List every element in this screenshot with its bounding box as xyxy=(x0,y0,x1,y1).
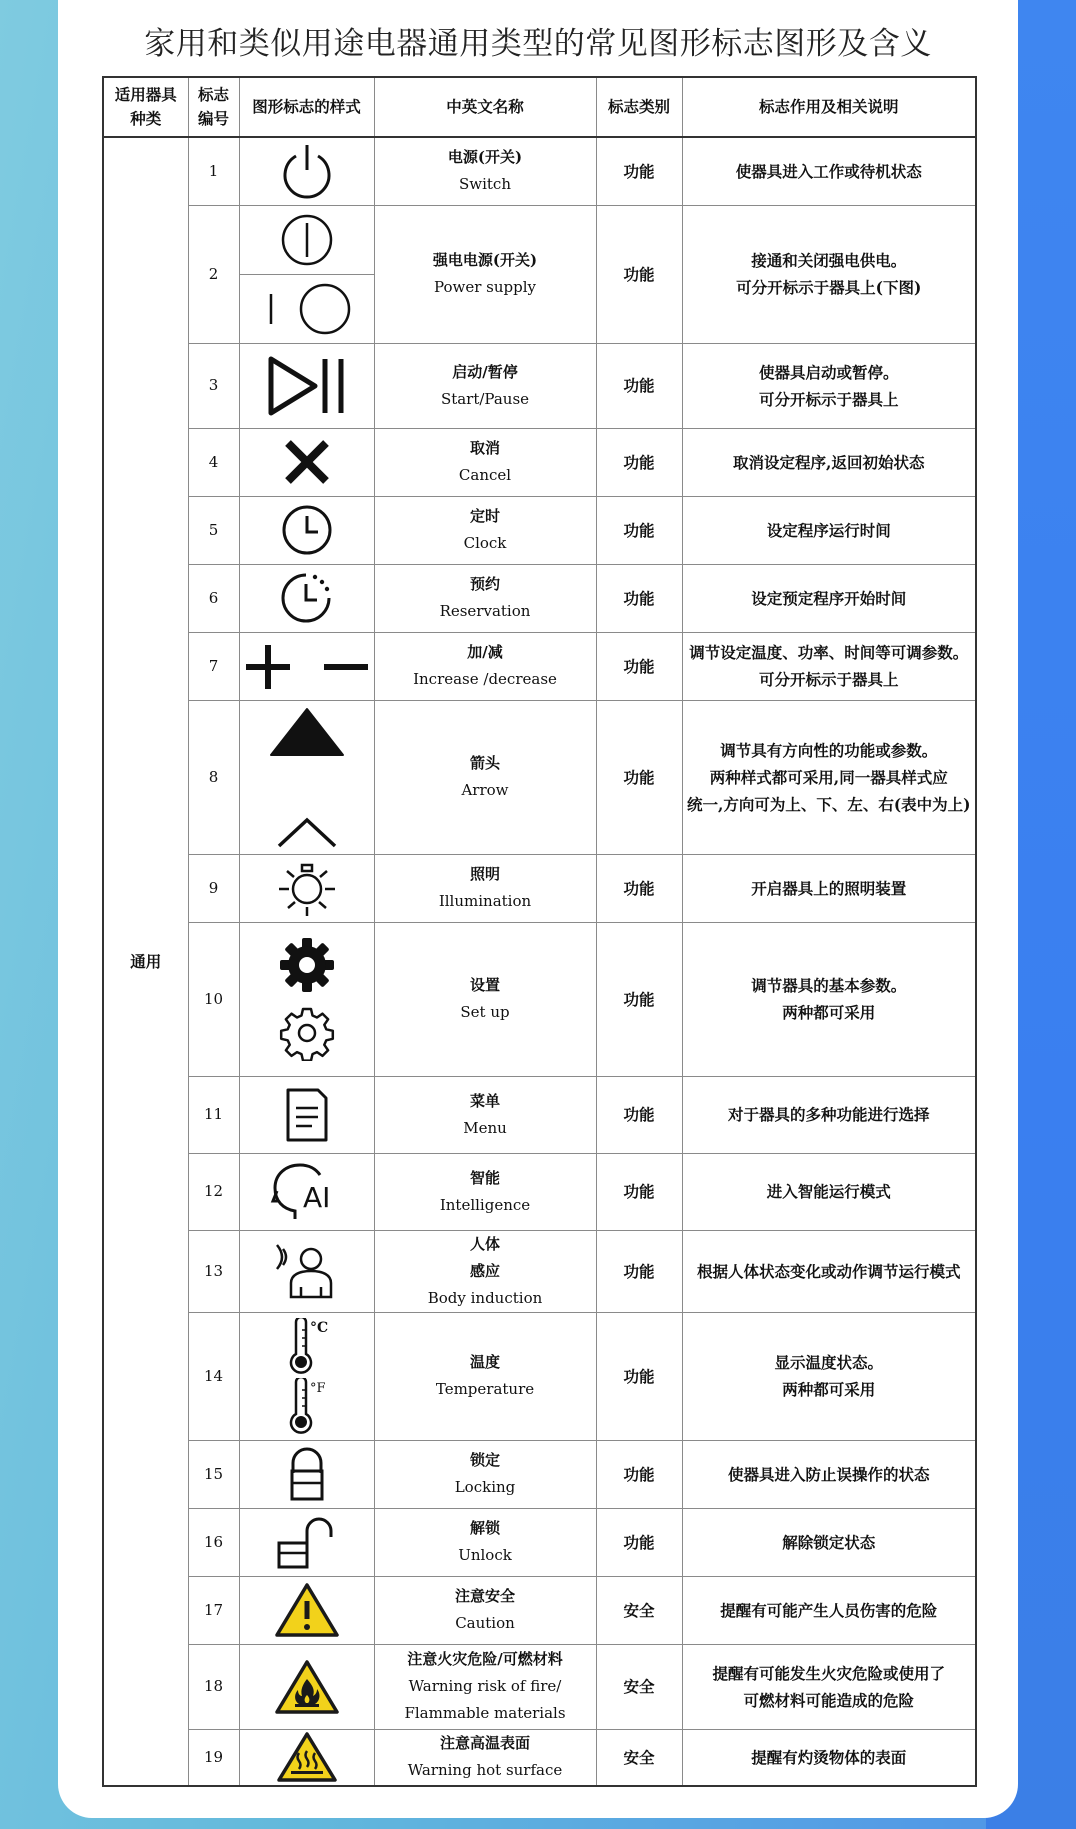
row-number: 6 xyxy=(188,564,239,632)
row-category: 功能 xyxy=(596,343,682,428)
row-number: 15 xyxy=(188,1440,239,1508)
fire-warning-icon xyxy=(239,1644,374,1729)
row-category: 功能 xyxy=(596,1153,682,1230)
row-number: 19 xyxy=(188,1729,239,1786)
row-description: 提醒有灼烫物体的表面 xyxy=(682,1729,976,1786)
row-number: 2 xyxy=(188,205,239,343)
row-description: 进入智能运行模式 xyxy=(682,1153,976,1230)
row-description: 使器具进入工作或待机状态 xyxy=(682,137,976,205)
table-row xyxy=(103,1644,976,1729)
group-label: 通用 xyxy=(103,137,188,1786)
row-number: 5 xyxy=(188,496,239,564)
row-description: 调节器具的基本参数。 两种都可采用 xyxy=(682,922,976,1076)
table-row xyxy=(103,632,976,700)
start-pause-icon xyxy=(239,343,374,428)
arrow-icon xyxy=(239,700,374,854)
header-appliance-type: 适用器具 种类 xyxy=(103,77,188,137)
row-description: 提醒有可能发生火灾危险或使用了 可燃材料可能造成的危险 xyxy=(682,1644,976,1729)
row-category: 功能 xyxy=(596,632,682,700)
illumination-icon xyxy=(239,854,374,922)
table-header-row xyxy=(103,77,976,137)
table-row xyxy=(103,700,976,854)
ai-icon xyxy=(239,1153,374,1230)
row-number: 3 xyxy=(188,343,239,428)
row-number: 8 xyxy=(188,700,239,854)
row-name: 启动/暂停 Start/Pause xyxy=(374,343,596,428)
row-category: 功能 xyxy=(596,496,682,564)
row-number: 1 xyxy=(188,137,239,205)
row-name: 设置 Set up xyxy=(374,922,596,1076)
row-description: 解除锁定状态 xyxy=(682,1508,976,1576)
table-row xyxy=(103,428,976,496)
header-name: 中英文名称 xyxy=(374,77,596,137)
row-number: 11 xyxy=(188,1076,239,1153)
content-card xyxy=(58,0,1018,1818)
header-category: 标志类别 xyxy=(596,77,682,137)
row-name: 照明 Illumination xyxy=(374,854,596,922)
row-category: 功能 xyxy=(596,1440,682,1508)
table-row xyxy=(103,1440,976,1508)
row-name: 菜单 Menu xyxy=(374,1076,596,1153)
row-description: 显示温度状态。 两种都可采用 xyxy=(682,1312,976,1440)
row-number: 16 xyxy=(188,1508,239,1576)
table-row xyxy=(103,564,976,632)
page-title: 家用和类似用途电器通用类型的常见图形标志图形及含义 xyxy=(144,26,932,62)
row-number: 12 xyxy=(188,1153,239,1230)
row-category: 功能 xyxy=(596,428,682,496)
row-description: 调节设定温度、功率、时间等可调参数。 可分开标示于器具上 xyxy=(682,632,976,700)
menu-icon xyxy=(239,1076,374,1153)
row-name: 注意安全 Caution xyxy=(374,1576,596,1644)
row-number: 13 xyxy=(188,1230,239,1312)
table-row xyxy=(103,496,976,564)
row-description: 使器具启动或暂停。 可分开标示于器具上 xyxy=(682,343,976,428)
row-category: 功能 xyxy=(596,1508,682,1576)
row-category: 功能 xyxy=(596,700,682,854)
table-row xyxy=(103,343,976,428)
row-name: 加/减 Increase /decrease xyxy=(374,632,596,700)
clock-icon xyxy=(239,496,374,564)
row-category: 功能 xyxy=(596,137,682,205)
unlock-icon xyxy=(239,1508,374,1576)
table-row xyxy=(103,1312,976,1440)
header-description: 标志作用及相关说明 xyxy=(682,77,976,137)
row-number: 4 xyxy=(188,428,239,496)
thermometer-icon xyxy=(239,1312,374,1440)
row-description: 开启器具上的照明装置 xyxy=(682,854,976,922)
table-row xyxy=(103,1729,976,1786)
row-category: 安全 xyxy=(596,1644,682,1729)
row-name: 锁定 Locking xyxy=(374,1440,596,1508)
svg-text:°F: °F xyxy=(309,1380,326,1396)
row-name: 注意高温表面 Warning hot surface xyxy=(374,1729,596,1786)
table-row xyxy=(103,1508,976,1576)
row-description: 取消设定程序,返回初始状态 xyxy=(682,428,976,496)
row-number: 10 xyxy=(188,922,239,1076)
symbol-table xyxy=(102,76,977,1787)
table-row xyxy=(103,1076,976,1153)
body-induction-icon xyxy=(239,1230,374,1312)
plus-minus-icon xyxy=(239,632,374,700)
header-symbol-number: 标志 编号 xyxy=(188,77,239,137)
power-supply-icon xyxy=(239,205,374,343)
header-symbol-style: 图形标志的样式 xyxy=(239,77,374,137)
row-name: 解锁 Unlock xyxy=(374,1508,596,1576)
table-row xyxy=(103,1576,976,1644)
power-icon xyxy=(239,137,374,205)
caution-icon xyxy=(239,1576,374,1644)
cancel-icon xyxy=(239,428,374,496)
table-row xyxy=(103,922,976,1076)
row-name: 取消 Cancel xyxy=(374,428,596,496)
hot-surface-icon xyxy=(239,1729,374,1786)
row-name: 人体 感应 Body induction xyxy=(374,1230,596,1312)
row-name: 电源(开关) Switch xyxy=(374,137,596,205)
row-number: 18 xyxy=(188,1644,239,1729)
row-category: 功能 xyxy=(596,205,682,343)
table-row xyxy=(103,1153,976,1230)
row-description: 设定预定程序开始时间 xyxy=(682,564,976,632)
row-name: 智能 Intelligence xyxy=(374,1153,596,1230)
row-description: 使器具进入防止误操作的状态 xyxy=(682,1440,976,1508)
table-row xyxy=(103,854,976,922)
row-description: 调节具有方向性的功能或参数。 两种样式都可采用,同一器具样式应 统一,方向可为上、下、左、右(表中为上) xyxy=(682,700,976,854)
row-number: 9 xyxy=(188,854,239,922)
row-category: 功能 xyxy=(596,1230,682,1312)
table-row xyxy=(103,137,976,205)
table-row xyxy=(103,205,976,343)
lock-icon xyxy=(239,1440,374,1508)
row-number: 17 xyxy=(188,1576,239,1644)
row-category: 功能 xyxy=(596,564,682,632)
row-description: 接通和关闭强电供电。 可分开标示于器具上(下图) xyxy=(682,205,976,343)
row-name: 注意火灾危险/可燃材料 Warning risk of fire/ Flammable materials xyxy=(374,1644,596,1729)
row-name: 温度 Temperature xyxy=(374,1312,596,1440)
row-category: 功能 xyxy=(596,922,682,1076)
row-name: 强电电源(开关) Power supply xyxy=(374,205,596,343)
row-category: 功能 xyxy=(596,1312,682,1440)
row-category: 功能 xyxy=(596,1076,682,1153)
row-number: 7 xyxy=(188,632,239,700)
row-description: 根据人体状态变化或动作调节运行模式 xyxy=(682,1230,976,1312)
svg-text:AI: AI xyxy=(302,1180,330,1214)
row-category: 安全 xyxy=(596,1729,682,1786)
table-row xyxy=(103,1230,976,1312)
row-description: 设定程序运行时间 xyxy=(682,496,976,564)
gear-icon xyxy=(239,922,374,1076)
row-category: 安全 xyxy=(596,1576,682,1644)
row-description: 对于器具的多种功能进行选择 xyxy=(682,1076,976,1153)
row-name: 箭头 Arrow xyxy=(374,700,596,854)
svg-text:°C: °C xyxy=(309,1320,328,1337)
reservation-icon xyxy=(239,564,374,632)
row-category: 功能 xyxy=(596,854,682,922)
row-number: 14 xyxy=(188,1312,239,1440)
row-name: 预约 Reservation xyxy=(374,564,596,632)
row-name: 定时 Clock xyxy=(374,496,596,564)
row-description: 提醒有可能产生人员伤害的危险 xyxy=(682,1576,976,1644)
